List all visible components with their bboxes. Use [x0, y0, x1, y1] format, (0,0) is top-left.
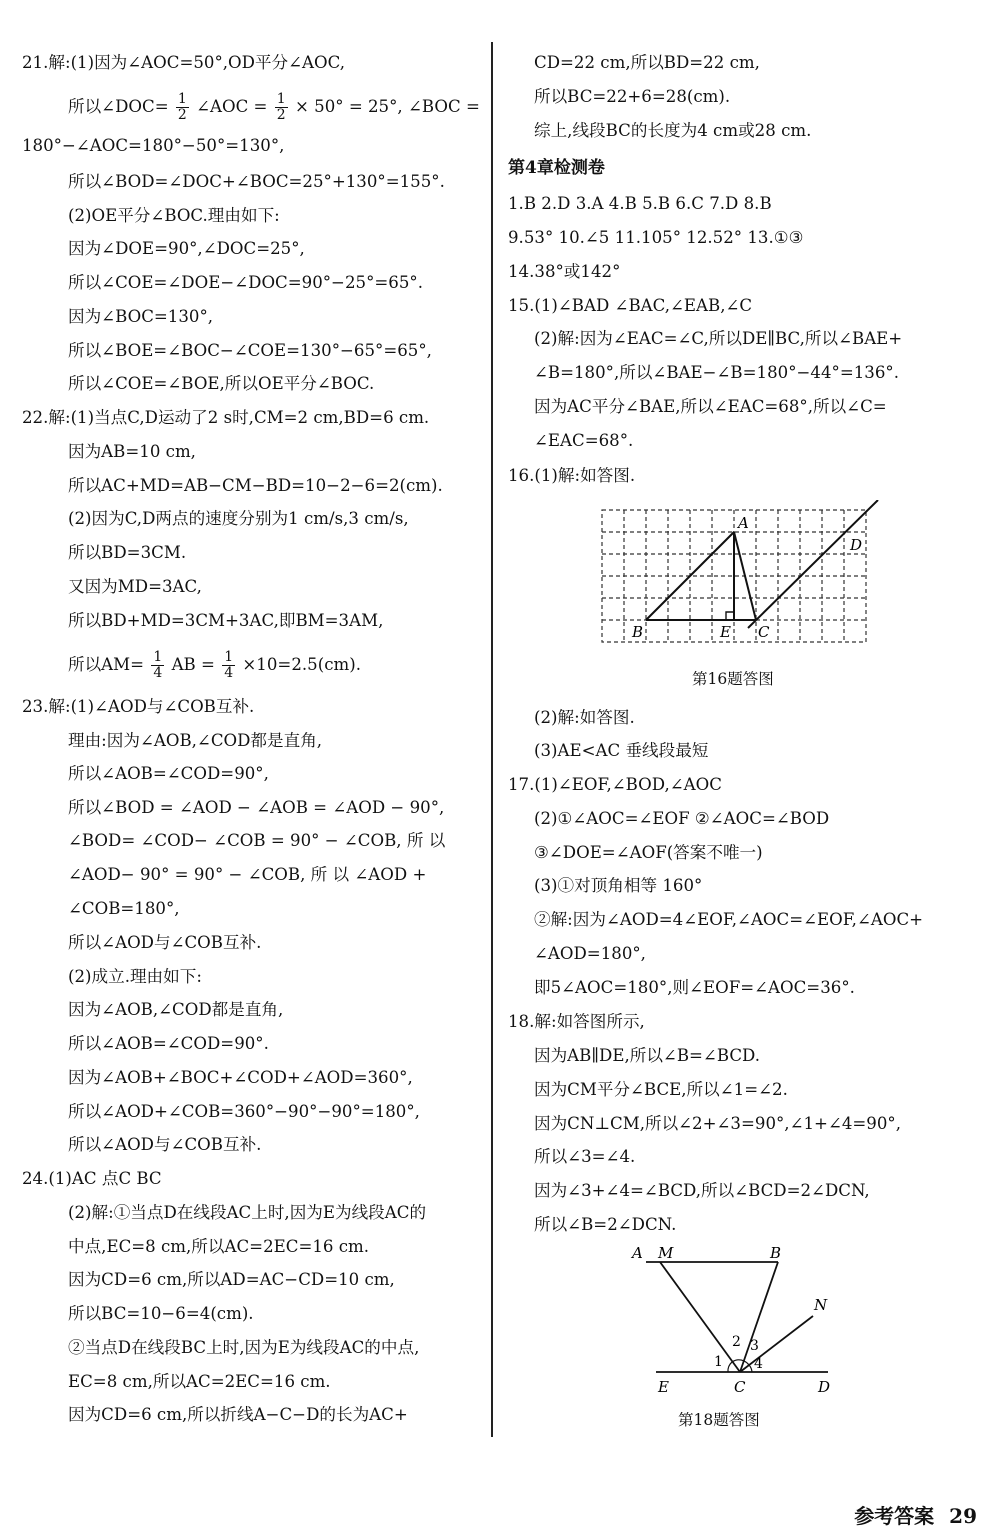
text-line: 所以BD+MD=3CM+3AC,即BM=3AM, [68, 611, 384, 630]
text-line: 21.解:(1)因为∠AOC=50°,OD平分∠AOC, [22, 53, 346, 72]
fraction-denominator: 2 [276, 107, 286, 123]
text-line: 因为∠AOB,∠COD都是直角, [68, 1000, 284, 1019]
text-line: (2)因为C,D两点的速度分别为1 cm/s,3 cm/s, [68, 509, 409, 528]
text-line: 理由:因为∠AOB,∠COD都是直角, [68, 731, 323, 750]
text-line: 所以∠3=∠4. [534, 1147, 636, 1166]
text-line: 1.B 2.D 3.A 4.B 5.B 6.C 7.D 8.B [508, 194, 772, 213]
text-line: CD=22 cm,所以BD=22 cm, [534, 53, 760, 72]
line-CD [748, 500, 878, 628]
text-line: 9.53° 10.∠5 11.105° 12.52° 13.①③ [508, 228, 804, 247]
text-line: 因为∠AOB+∠BOC+∠COD+∠AOD=360°, [68, 1068, 413, 1087]
text-line: (3)AE<AC 垂线段最短 [534, 741, 709, 760]
text-line: 因为CM平分∠BCE,所以∠1=∠2. [534, 1080, 788, 1099]
text-line: ∠AOD=180°, [534, 944, 646, 963]
angle-arc-2 [732, 1360, 744, 1362]
segment-MC [660, 1262, 740, 1372]
fraction [275, 92, 288, 123]
text-segment: 所以AM= [68, 655, 145, 674]
fraction-numerator: 1 [153, 649, 163, 665]
text-line: 15.(1)∠BAD ∠BAC,∠EAB,∠C [508, 296, 753, 315]
figure-16-caption: 第16题答图 [692, 670, 774, 688]
text-line: 中点,EC=8 cm,所以AC=2EC=16 cm. [68, 1237, 370, 1256]
text-line: (3)①对顶角相等 160° [534, 876, 703, 895]
point-label-C: C [734, 1378, 746, 1396]
fraction [222, 650, 235, 681]
text-line: 所以BD=3CM. [68, 543, 187, 562]
text-line: (2)①∠AOC=∠EOF ②∠AOC=∠BOD [534, 809, 830, 828]
text-line: ②解:因为∠AOD=4∠EOF,∠AOC=∠EOF,∠AOC+ [534, 910, 924, 929]
footer-label: 参考答案 [854, 1504, 935, 1528]
text-line: 所以∠B=2∠DCN. [534, 1215, 677, 1234]
figure-18-diagram [618, 1238, 848, 1398]
text-line: 所以∠BOE=∠BOC−∠COE=130°−65°=65°, [68, 341, 432, 360]
angle-arc-4 [749, 1365, 752, 1372]
text-line: 因为∠BOC=130°, [68, 307, 214, 326]
text-line: (2)解:因为∠EAC=∠C,所以DE∥BC,所以∠BAE+ [534, 329, 903, 348]
text-line: (2)解:①当点D在线段AC上时,因为E为线段AC的 [68, 1203, 427, 1222]
angle-arc-3 [744, 1361, 749, 1365]
text-line: 综上,线段BC的长度为4 cm或28 cm. [534, 121, 812, 140]
figure-16-grid-diagram [588, 500, 888, 650]
text-line: ③∠DOE=∠AOF(答案不唯一) [534, 843, 763, 862]
text-segment: ∠AOC = [196, 97, 268, 116]
text-line: 因为CD=6 cm,所以AD=AC−CD=10 cm, [68, 1270, 395, 1289]
fraction-denominator: 4 [153, 665, 163, 681]
text-line: 23.解:(1)∠AOD与∠COB互补. [22, 697, 255, 716]
angle-label-1: 1 [714, 1354, 723, 1370]
text-line: 17.(1)∠EOF,∠BOD,∠AOC [508, 775, 722, 794]
fraction-numerator: 1 [276, 91, 286, 107]
text-line: (2)解:如答图. [534, 708, 635, 727]
fraction-denominator: 2 [177, 107, 187, 123]
point-label-M: M [658, 1244, 674, 1262]
page-footer [854, 1500, 977, 1529]
fraction-numerator: 1 [224, 649, 234, 665]
text-line: 因为AC平分∠BAE,所以∠EAC=68°,所以∠C= [534, 397, 887, 416]
text-line: 所以∠BOD=∠DOC+∠BOC=25°+130°=155°. [68, 172, 445, 191]
text-line: ∠AOD− 90° = 90° − ∠COB, 所 以 ∠AOD + [68, 865, 427, 884]
text-line: 所以∠BOD = ∠AOD − ∠AOB = ∠AOD − 90°, [68, 798, 445, 817]
text-line: 22.解:(1)当点C,D运动了2 s时,CM=2 cm,BD=6 cm. [22, 408, 430, 427]
fraction-denominator: 4 [224, 665, 234, 681]
text-line: 因为CN⊥CM,所以∠2+∠3=90°,∠1+∠4=90°, [534, 1114, 901, 1133]
angle-arc-1 [728, 1362, 732, 1372]
page-number: 29 [949, 1504, 977, 1528]
text-line: 16.(1)解:如答图. [508, 466, 636, 485]
fraction-numerator: 1 [177, 91, 187, 107]
point-label-E: E [720, 623, 731, 641]
text-line: 所以∠AOD与∠COB互补. [68, 933, 262, 952]
text-line: 因为AB=10 cm, [68, 442, 196, 461]
text-line: ∠EAC=68°. [534, 431, 634, 450]
text-line: 所以∠COE=∠DOE−∠DOC=90°−25°=65°. [68, 273, 423, 292]
point-label-B: B [770, 1244, 782, 1262]
text-line: 所以BC=10−6=4(cm). [68, 1304, 254, 1323]
text-line: 因为∠DOE=90°,∠DOC=25°, [68, 239, 305, 258]
text-line: 14.38°或142° [508, 262, 621, 281]
point-label-D: D [850, 536, 863, 554]
text-line: 18.解:如答图所示, [508, 1012, 645, 1031]
point-label-B: B [632, 623, 644, 641]
text-line: 所以BC=22+6=28(cm). [534, 87, 731, 106]
text-line: ∠COB=180°, [68, 899, 180, 918]
point-label-E: E [658, 1378, 669, 1396]
angle-label-3: 3 [750, 1338, 759, 1354]
section-heading: 第4章检测卷 [508, 158, 605, 178]
text-line-fraction [68, 650, 361, 681]
point-label-D: D [818, 1378, 831, 1396]
text-line: 所以∠AOB=∠COD=90°, [68, 764, 269, 783]
text-line-fraction [68, 92, 480, 123]
text-line: 所以AC+MD=AB−CM−BD=10−2−6=2(cm). [68, 476, 443, 495]
text-line: 所以∠COE=∠BOE,所以OE平分∠BOC. [68, 374, 375, 393]
text-line: 所以∠AOD与∠COB互补. [68, 1135, 262, 1154]
text-segment: ×10=2.5(cm). [242, 655, 361, 674]
fraction [151, 650, 164, 681]
text-line: 又因为MD=3AC, [68, 577, 202, 596]
column-divider [491, 42, 493, 1437]
text-line: 所以∠AOB=∠COD=90°. [68, 1034, 269, 1053]
text-line: ∠BOD= ∠COD− ∠COB = 90° − ∠COB, 所 以 [68, 831, 446, 850]
angle-label-2: 2 [732, 1334, 741, 1350]
text-line: (2)成立.理由如下: [68, 967, 202, 986]
text-line: 因为CD=6 cm,所以折线A−C−D的长为AC+ [68, 1405, 408, 1424]
text-line: 所以∠AOD+∠COB=360°−90°−90°=180°, [68, 1102, 420, 1121]
point-label-A: A [632, 1244, 643, 1262]
text-line: EC=8 cm,所以AC=2EC=16 cm. [68, 1372, 331, 1391]
point-label-N: N [814, 1296, 828, 1314]
text-segment: 所以∠DOC= [68, 97, 169, 116]
text-line: 即5∠AOC=180°,则∠EOF=∠AOC=36°. [534, 978, 855, 997]
text-line: 180°−∠AOC=180°−50°=130°, [22, 136, 285, 155]
text-line: 因为AB∥DE,所以∠B=∠BCD. [534, 1046, 761, 1065]
fraction [176, 92, 189, 123]
text-line: ∠B=180°,所以∠BAE−∠B=180°−44°=136°. [534, 363, 899, 382]
text-line: (2)OE平分∠BOC.理由如下: [68, 206, 280, 225]
angle-label-4: 4 [754, 1356, 763, 1372]
point-label-A: A [738, 514, 749, 532]
text-segment: × 50° = 25°, ∠BOC = [294, 97, 480, 116]
text-segment: AB = [171, 655, 215, 674]
right-angle-mark [726, 612, 734, 620]
text-line: 24.(1)AC 点C BC [22, 1169, 162, 1188]
point-label-C: C [758, 623, 770, 641]
text-line: 因为∠3+∠4=∠BCD,所以∠BCD=2∠DCN, [534, 1181, 870, 1200]
text-line: ②当点D在线段BC上时,因为E为线段AC的中点, [68, 1338, 420, 1357]
figure-18-caption: 第18题答图 [678, 1411, 760, 1429]
